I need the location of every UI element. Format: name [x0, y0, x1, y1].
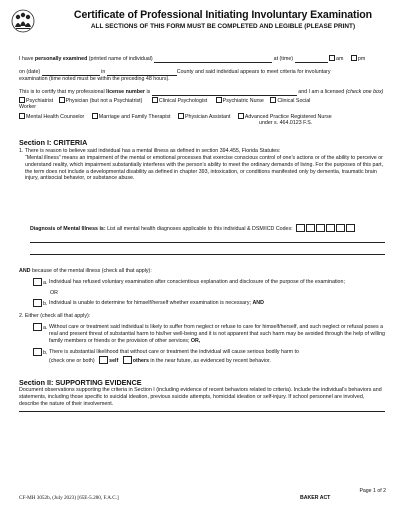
icd-code-box[interactable]	[326, 224, 335, 232]
form-title: Certificate of Professional Initiating Involuntary Examination	[73, 9, 373, 21]
mental-health-counselor-checkbox[interactable]	[19, 113, 25, 119]
aprn-checkbox[interactable]	[238, 113, 244, 119]
section-2-heading: Section II: SUPPORTING EVIDENCE	[19, 378, 142, 387]
individual-name-field[interactable]	[154, 57, 272, 63]
date-field[interactable]	[42, 70, 100, 76]
pm-checkbox[interactable]	[351, 55, 357, 61]
intro-line-3: examination (time noted must be within the preceding 48 hours).	[19, 76, 170, 82]
criteria-2b-checkbox[interactable]	[33, 348, 42, 356]
or-1: OR	[50, 290, 58, 296]
diagnosis-line-1[interactable]	[30, 242, 385, 243]
profession-row-2: Mental Health Counselor Marriage and Family Therapist Physician Assistant Advanced Practice Registered Nurse	[19, 113, 388, 121]
intro-line-1: I have personally examined (printed name of individual) at (time) am pm	[19, 56, 366, 62]
form-id: CF-MH 3052b, (July 2023) [65E-5.280, F.A.C.]	[19, 495, 119, 501]
am-checkbox[interactable]	[329, 55, 335, 61]
criteria-2b-line-2: (check one or both) self others in the near future, as evidenced by recent behavior.	[49, 358, 271, 364]
mental-illness-definition: “Mental illness” means an impairment of the mental or emotional processes that exercise conscious control of one’s actions or of the ability to perceive or understand reality, which impairment substantially interferes with the person’s ability to meet the ordinary demands of living. For the purposes of this part, the term does not include a developmental disability as defined in chapter 393, intoxication, or conditions manifested only by dementia, traumatic brain injury, antisocial behavior, or substance abuse.	[25, 155, 384, 182]
criteria-1a-checkbox[interactable]	[33, 278, 42, 286]
and-because-line: AND because of the mental illness (check all that apply):	[19, 268, 152, 274]
diagnosis-line-2[interactable]	[30, 254, 385, 255]
county-field[interactable]	[107, 70, 177, 76]
others-checkbox[interactable]	[123, 356, 132, 364]
psychiatrist-checkbox[interactable]	[19, 97, 25, 103]
license-number-field[interactable]	[152, 90, 297, 96]
psychiatric-nurse-checkbox[interactable]	[216, 97, 222, 103]
icd-code-box[interactable]	[346, 224, 355, 232]
profession-worker: Worker	[19, 104, 36, 110]
florida-dcf-logo	[11, 9, 35, 33]
physician-checkbox[interactable]	[59, 97, 65, 103]
page-number: Page 1 of 2	[359, 488, 386, 494]
form-subtitle: ALL SECTIONS OF THIS FORM MUST BE COMPLETED AND LEGIBLE (PLEASE PRINT)	[90, 23, 356, 30]
physician-assistant-checkbox[interactable]	[178, 113, 184, 119]
evidence-line-1[interactable]	[19, 411, 385, 412]
criteria-item-1: 1. There is reason to believe said individual has a mental illness as defined in section 394.455, Florida Statutes:	[19, 148, 281, 154]
criteria-1b-checkbox[interactable]	[33, 299, 42, 307]
clinical-psychologist-checkbox[interactable]	[152, 97, 158, 103]
time-field[interactable]	[295, 57, 328, 63]
section-1-heading: Section I: CRITERIA	[19, 138, 88, 147]
baker-act-label: BAKER ACT	[300, 495, 331, 501]
icd-code-box[interactable]	[306, 224, 315, 232]
intro-line-2: on (date) in County and said individual appears to meet criteria for involuntary	[19, 69, 331, 75]
criteria-item-2: 2. Either (check all that apply):	[19, 313, 91, 319]
self-checkbox[interactable]	[99, 356, 108, 364]
license-line: This is to certify that my professional license number is and I am a licensed (check one box)	[19, 89, 384, 95]
icd-code-box[interactable]	[296, 224, 305, 232]
clinical-social-worker-checkbox[interactable]	[270, 97, 276, 103]
aprn-note: under s. 464.0123 F.S.	[259, 120, 313, 126]
criteria-2a-checkbox[interactable]	[33, 323, 42, 331]
section-2-instructions: Document observations supporting the criteria in Section I (including evidence of recent behaviors related to criteria). Include the individual’s behaviors and statements, including those specific to suicidal ideation, previous suicide attempts, homicidal ideation or self-injury. If school personnel are involved, describe the nature of their involvement.	[19, 387, 382, 407]
icd-code-box[interactable]	[336, 224, 345, 232]
marriage-family-therapist-checkbox[interactable]	[92, 113, 98, 119]
diagnosis-line: Diagnosis of Mental Illness is: List all mental health diagnoses applicable to this individual & DSM/ICD Codes:	[30, 224, 388, 233]
profession-row-1: Psychiatrist Physician (but not a Psychiatrist) Clinical Psychologist Psychiatric Nurse Clinical Social	[19, 97, 388, 105]
icd-code-box[interactable]	[316, 224, 325, 232]
